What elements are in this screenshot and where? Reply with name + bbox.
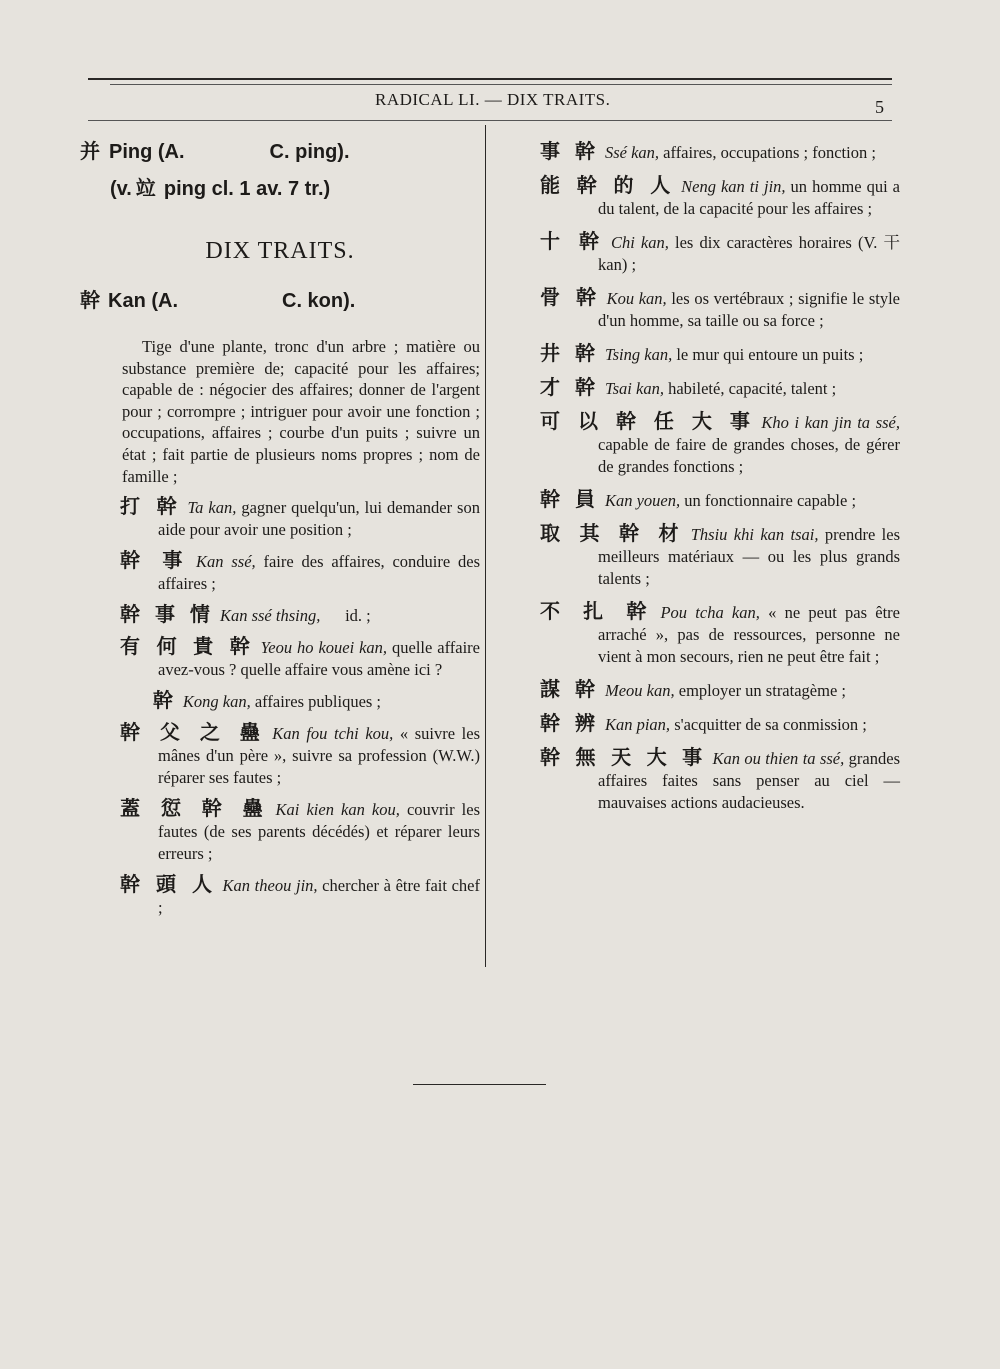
dictionary-entry [120, 494, 485, 541]
entry-body [120, 689, 480, 713]
dictionary-entry [120, 796, 485, 865]
ping-headword [80, 136, 480, 167]
entry-chinese: 骨 幹 [540, 285, 601, 309]
dictionary-entry [120, 548, 485, 595]
entry-romanization: Kan ssé thsing, [219, 606, 321, 626]
kan-cantonese: C. kon). [282, 290, 356, 312]
dictionary-entry [540, 678, 900, 702]
dictionary-entry [540, 173, 905, 220]
entry-body [120, 634, 485, 681]
top-rule [88, 78, 892, 80]
entry-definition: un homme qui a du talent, de la capacité pour les affaires ; [598, 177, 905, 218]
dictionary-entry [540, 599, 905, 668]
entry-definition: affaires, occupations ; fonction ; [659, 143, 876, 162]
entry-definition: les dix caractères horaires (V. 干 kan) ; [598, 233, 905, 274]
dictionary-entry [540, 521, 905, 590]
entry-romanization: Ssé kan, [604, 143, 660, 162]
entry-body [540, 173, 905, 220]
entry-chinese: 幹 [120, 688, 177, 713]
kan-char: 幹 [80, 288, 104, 312]
dictionary-entry [540, 712, 900, 736]
entry-chinese: 十 幹 [540, 229, 605, 253]
ping-char: 并 [80, 139, 104, 163]
entry-definition: grandes affaires faites sans penser au ciel — mauvaises actions audacieuses. [598, 749, 905, 812]
running-header: RADICAL LI. — DIX TRAITS. [375, 90, 611, 109]
kan-headword [80, 285, 480, 318]
dictionary-entry [540, 140, 900, 164]
ping-ref-char: 竝 [135, 176, 160, 200]
entry-definition: faire des affaires, conduire des affaires ; [158, 552, 485, 594]
entry-definition: quelle affaire avez-vous ? quelle affaire vous amène ici ? [158, 638, 485, 680]
dictionary-entry [540, 229, 905, 276]
entry-romanization: Kou kan, [606, 289, 667, 308]
dictionary-entry [120, 720, 485, 789]
entry-body [540, 599, 905, 668]
entry-body [540, 140, 900, 164]
entry-body [540, 488, 900, 512]
right-entries [540, 139, 905, 814]
entry-romanization: Meou kan, [604, 681, 675, 700]
entry-chinese: 打 幹 [120, 494, 182, 519]
dictionary-entry [540, 376, 900, 400]
entry-body [540, 342, 900, 366]
dictionary-entry [120, 872, 485, 919]
entry-romanization: Kan fou tchi kou, [272, 724, 394, 744]
entry-body [120, 603, 480, 627]
entry-chinese: 幹 員 [540, 487, 599, 511]
left-entries [120, 494, 485, 919]
entry-body [120, 796, 485, 865]
entry-romanization: Kan youen, [604, 491, 681, 510]
entry-body [540, 409, 905, 478]
entry-chinese: 才 幹 [540, 375, 599, 399]
entry-definition: « suivre les mânes d'un père », suivre sa profession (W.W.) réparer ses fautes ; [158, 724, 485, 788]
ping-roman: Ping (A. [109, 141, 185, 163]
dictionary-entry [540, 342, 900, 366]
kan-roman: Kan (A. [108, 290, 178, 312]
entry-chinese: 可 以 幹 任 大 事 [540, 409, 756, 433]
entry-chinese: 不 扎 幹 [540, 599, 655, 623]
entry-romanization: Thsiu khi kan tsai, [690, 525, 819, 544]
entry-chinese: 井 幹 [540, 341, 599, 365]
entry-definition: les os vertébraux ; signifie le style d'un homme, sa taille ou sa force ; [598, 289, 905, 330]
entry-body [120, 494, 485, 541]
entry-chinese: 能 幹 的 人 [540, 173, 676, 197]
entry-definition: employer un stratagème ; [674, 681, 846, 700]
entry-chinese: 謀 幹 [540, 677, 599, 701]
right-column [540, 139, 905, 824]
entry-romanization: Kan pian, [604, 715, 671, 734]
kan-definition: Tige d'une plante, tronc d'un arbre ; matière ou substance première de; capacité pour les affaires; capable de : négocier des affaires; donner de l'argent pour ; corrompre ; intriguer pour avoir une fonction ; occupations, affaires ; courbe d'un puits ; suivre un état ; fait partie de plusieurs noms propres ; nom de famille ; [122, 337, 480, 486]
entry-romanization: Neng kan ti jin, [681, 177, 786, 196]
entry-chinese: 事 幹 [540, 139, 599, 163]
dictionary-entry [540, 409, 905, 478]
entry-chinese: 幹 事 [120, 548, 191, 573]
ping-reference [110, 173, 480, 206]
dictionary-entry [120, 634, 485, 681]
entry-definition: couvrir les fautes (de ses parents décédés) et réparer leurs erreurs ; [158, 800, 485, 864]
entry-body [540, 712, 900, 736]
entry-definition: prendre les meilleurs matériaux — ou les plus grands talents ; [598, 525, 905, 588]
entry-chinese: 取 其 幹 材 [540, 521, 685, 545]
entry-definition: un fonctionnaire capable ; [680, 491, 857, 510]
dictionary-entry [540, 285, 905, 332]
column-divider [485, 125, 486, 967]
entry-chinese: 幹 事 情 [120, 602, 214, 627]
entry-body [120, 872, 485, 919]
entry-romanization: Kan ssé, [196, 552, 256, 572]
entry-body [120, 548, 485, 595]
dictionary-entry [540, 488, 900, 512]
entry-romanization: Kai kien kan kou, [275, 800, 400, 820]
ping-ref-post: ping cl. 1 av. 7 tr.) [163, 178, 331, 200]
entry-romanization: Tsing kan, [604, 345, 673, 364]
section-title: DIX TRAITS. [205, 238, 355, 264]
entry-body [540, 229, 905, 276]
dictionary-entry [540, 745, 905, 814]
ping-cantonese: C. ping). [269, 141, 350, 163]
entry-definition: capable de faire de grandes choses, de gérer de grandes fonctions ; [598, 413, 905, 476]
entry-definition: affaires publiques ; [250, 692, 382, 712]
left-column [80, 136, 485, 927]
entry-definition: gagner quelqu'un, lui demander son aide pour avoir une position ; [158, 498, 485, 540]
entry-romanization: Kong kan, [182, 692, 251, 712]
entry-chinese: 幹 辨 [540, 711, 599, 735]
entry-definition: s'acquitter de sa conmission ; [670, 715, 867, 734]
entry-romanization: Kan ou thien ta ssé, [712, 749, 845, 768]
entry-definition: le mur qui entoure un puits ; [672, 345, 864, 364]
entry-chinese: 有 何 貴 幹 [120, 634, 255, 659]
entry-romanization: Yeou ho kouei kan, [260, 638, 388, 658]
entry-chinese: 蓋 愆 幹 蠱 [120, 796, 270, 821]
entry-romanization: Kan theou jin, [222, 876, 318, 896]
entry-romanization: Tsai kan, [604, 379, 664, 398]
entry-body [540, 745, 905, 814]
entry-definition: habileté, capacité, talent ; [663, 379, 837, 398]
dictionary-entry [120, 689, 480, 713]
entry-body [540, 285, 905, 332]
entry-body [540, 521, 905, 590]
entry-body [540, 678, 900, 702]
bottom-rule [413, 1084, 546, 1085]
dictionary-entry [120, 603, 480, 627]
entry-romanization: Kho i kan jin ta ssé, [761, 413, 900, 432]
entry-chinese: 幹 父 之 蠱 [120, 720, 267, 745]
entry-definition: id. ; [320, 606, 371, 626]
entry-chinese: 幹 頭 人 [120, 872, 217, 897]
ping-ref-pre: (v. [110, 178, 132, 200]
entry-body [540, 376, 900, 400]
entry-romanization: Chi kan, [610, 233, 669, 252]
page-number: 5 [875, 97, 884, 117]
entry-definition: chercher à être fait chef ; [158, 876, 485, 918]
top-rule-thin [110, 84, 892, 85]
entry-romanization: Ta kan, [187, 498, 237, 518]
entry-body [120, 720, 485, 789]
entry-definition: « ne peut pas être arraché », pas de ressources, personne ne vient à mon secours, rien ne peut être fait ; [598, 603, 905, 666]
entry-chinese: 幹 無 天 大 事 [540, 745, 707, 769]
header-rule [88, 120, 892, 121]
entry-romanization: Pou tcha kan, [660, 603, 760, 622]
